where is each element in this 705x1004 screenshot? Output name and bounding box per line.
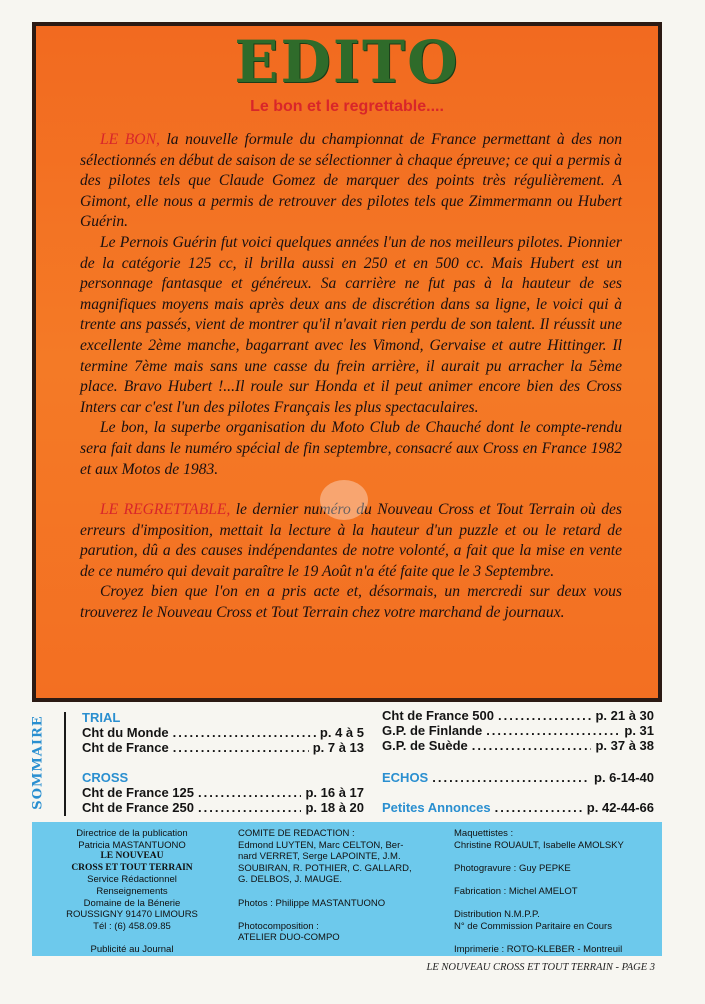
edito-box xyxy=(32,22,662,702)
toc-section-cross: CROSS xyxy=(82,770,129,785)
toc-entry[interactable] xyxy=(382,738,654,753)
page-footer: LE NOUVEAU CROSS ET TOUT TERRAIN - PAGE 3 xyxy=(426,962,655,973)
toc-entry[interactable] xyxy=(382,708,654,723)
credit-spacer xyxy=(454,932,660,944)
toc-entry-page: p. 31 xyxy=(624,723,654,738)
toc-entry-page: p. 21 à 30 xyxy=(595,708,654,723)
toc-entry[interactable] xyxy=(82,800,364,815)
toc-entry-label: Cht de France xyxy=(82,740,169,755)
toc-entry-page: p. 18 à 20 xyxy=(305,800,364,815)
watermark-logo xyxy=(320,480,368,520)
toc-entry-label: ECHOS xyxy=(382,770,429,785)
credit-line: Christine ROUAULT, Isabelle AMOLSKY xyxy=(454,839,624,851)
lead-le-bon: LE BON, xyxy=(100,131,160,148)
credit-line: G. DELBOS, J. MAUGE. xyxy=(238,874,342,886)
credit-line: Photos : Philippe MASTANTUONO xyxy=(238,897,386,909)
credit-spacer xyxy=(454,851,660,863)
toc-entry-page: p. 16 à 17 xyxy=(305,785,364,800)
edito-title: EDITO xyxy=(234,28,460,96)
toc-entry-label: G.P. de Finlande xyxy=(382,723,483,738)
toc-entry[interactable] xyxy=(382,723,654,738)
toc-entry[interactable] xyxy=(82,725,364,740)
credit-spacer xyxy=(454,874,660,886)
toc-right xyxy=(382,708,654,753)
toc-entry-page: p. 6-14-40 xyxy=(594,770,654,785)
toc-entry-page: p. 42-44-66 xyxy=(586,800,654,815)
credit-spacer xyxy=(238,886,446,898)
credit-line: Directrice de la publication xyxy=(76,828,188,839)
paragraph-chauche: Le bon, la superbe organisation du Moto Club de Chauché dont le compte-rendu sera fait dans le numéro spécial de fin septembre, consacré aux Cross en France 1982 et aux Motos de 1983. xyxy=(80,419,622,478)
toc-entry-echos[interactable] xyxy=(382,770,654,785)
paragraph-text: la nouvelle formule du championnat de France permettant à des non sélectionnés en début de saison de se sélectionner à chaque épreuve; ce qui a permis à des pilotes tels que Claude Gomez de marquer des points très régulièrement. A Gimont, elle nous a permis de retrouver des pilotes tels que Zimmermann ou Hubert Guérin. xyxy=(80,131,622,231)
credit-line: Publicité au Journal xyxy=(90,943,174,955)
toc-entry-label: Petites Annonces xyxy=(382,800,491,815)
paragraph-croyez: Croyez bien que l'on en a pris acte et, désormais, un mercredi sur deux vous trouverez le Nouveau Cross et Tout Terrain chez votre marchand de journaux. xyxy=(80,583,622,622)
magazine-name: LE NOUVEAU xyxy=(100,851,164,862)
toc-echos xyxy=(382,770,654,785)
toc-entry-label: Cht de France 125 xyxy=(82,785,194,800)
toc-cross xyxy=(82,770,364,815)
paragraph-le-bon xyxy=(80,130,622,233)
credits-column-publisher xyxy=(32,828,232,956)
credit-line: N° de Commission Paritaire en Cours xyxy=(454,920,612,932)
toc-entry[interactable] xyxy=(82,740,364,755)
credit-line: Service Rédactionnel xyxy=(87,874,177,886)
credit-spacer xyxy=(238,909,446,921)
toc-entry-petites-annonces[interactable] xyxy=(382,800,654,815)
credit-line: Distribution N.M.P.P. xyxy=(454,909,540,921)
lead-le-regrettable: LE REGRETTABLE, xyxy=(100,501,231,519)
edito-body xyxy=(80,130,622,624)
credit-spacer xyxy=(454,898,660,910)
toc-petites-annonces xyxy=(382,800,654,815)
credit-line: Patricia MASTANTUONO xyxy=(78,839,186,851)
toc-entry-label: Cht de France 500 xyxy=(382,708,494,723)
credit-line: Edmond LUYTEN, Marc CELTON, Ber- xyxy=(238,839,404,851)
sommaire-label-text: SOMMAIRE xyxy=(30,714,46,810)
credit-line: Tél : (6) 458.09.85 xyxy=(93,920,171,932)
toc-entry-label: Cht de France 250 xyxy=(82,800,194,815)
credit-line: nard VERRET, Serge LAPOINTE, J.M. xyxy=(238,851,401,863)
credit-line: ROUSSIGNY 91470 LIMOURS xyxy=(66,909,198,921)
credit-line: Maquettistes : xyxy=(454,828,514,839)
credit-line: Domaine de la Bénerie xyxy=(83,897,181,909)
sommaire-divider xyxy=(64,712,66,816)
toc-entry-page: p. 4 à 5 xyxy=(319,725,364,740)
toc-entry[interactable] xyxy=(82,785,364,800)
credits-column-production xyxy=(454,828,660,956)
credit-line: SOUBIRAN, R. POTHIER, C. GALLARD, xyxy=(238,862,412,874)
toc-entry-page: p. 7 à 13 xyxy=(312,740,364,755)
toc-entry-page: p. 37 à 38 xyxy=(595,738,654,753)
magazine-name: CROSS ET TOUT TERRAIN xyxy=(71,862,193,873)
credit-line: Photogravure : Guy PEPKE xyxy=(454,862,571,874)
credit-line: Fabrication : Michel AMELOT xyxy=(454,885,578,897)
credits-box xyxy=(32,822,662,956)
credit-spacer xyxy=(32,932,232,944)
credit-line: Imprimerie : ROTO-KLEBER - Montreuil xyxy=(454,943,623,955)
toc-entry-label: Cht du Monde xyxy=(82,725,169,740)
edito-subtitle: Le bon et le regrettable.... xyxy=(250,98,444,115)
toc-trial xyxy=(82,710,364,755)
credits-column-redaction xyxy=(238,828,446,944)
paragraph-text: le dernier numéro du Nouveau Cross et Tout Terrain où des erreurs d'imposition, mettait la lecture à la hauteur d'un puzzle et ou le retard de parution, dû a des causes indépendantes de notre volonté, a fait que la mise en vente de ce numéro qui devait paraître le 19 Août n'a été faite que le 3 Septembre. xyxy=(80,501,622,580)
paragraph-guerin: Le Pernois Guérin fut voici quelques années l'un de nos meilleurs pilotes. Pionnier de la catégorie 125 cc, il brilla aussi en 250 et en 500 cc. Mais Hubert est un personnage fantasque et généreux. Sa carrière ne fut pas à la hauteur de ses magnifiques moyens mais après deux ans de discrétion dans sa ligne, le voici qui à trente ans passés, vient de montrer qu'il n'avait rien perdu de son talent. Il réussit une excellente 2ème manche, bagarrant avec les Vimond, Gervaise et autre Hittinger. Il termine 7ème mais sans une casse du frein arrière, il aurait pu arracher la 5ème place. Bravo Hubert !...Il roule sur Honda et il peut animer encore bien des Cross Inters car c'est l'un des pilotes Français les plus spectaculaires. xyxy=(80,233,622,416)
credit-line: COMITE DE REDACTION : xyxy=(238,828,355,839)
credit-line: Photocomposition : xyxy=(238,920,319,932)
credit-line: ATELIER DUO-COMPO xyxy=(238,932,340,944)
sommaire-label xyxy=(26,712,50,812)
credit-line: Renseignements xyxy=(96,885,168,897)
toc-section-trial: TRIAL xyxy=(82,710,121,725)
toc-entry-label: G.P. de Suède xyxy=(382,738,468,753)
